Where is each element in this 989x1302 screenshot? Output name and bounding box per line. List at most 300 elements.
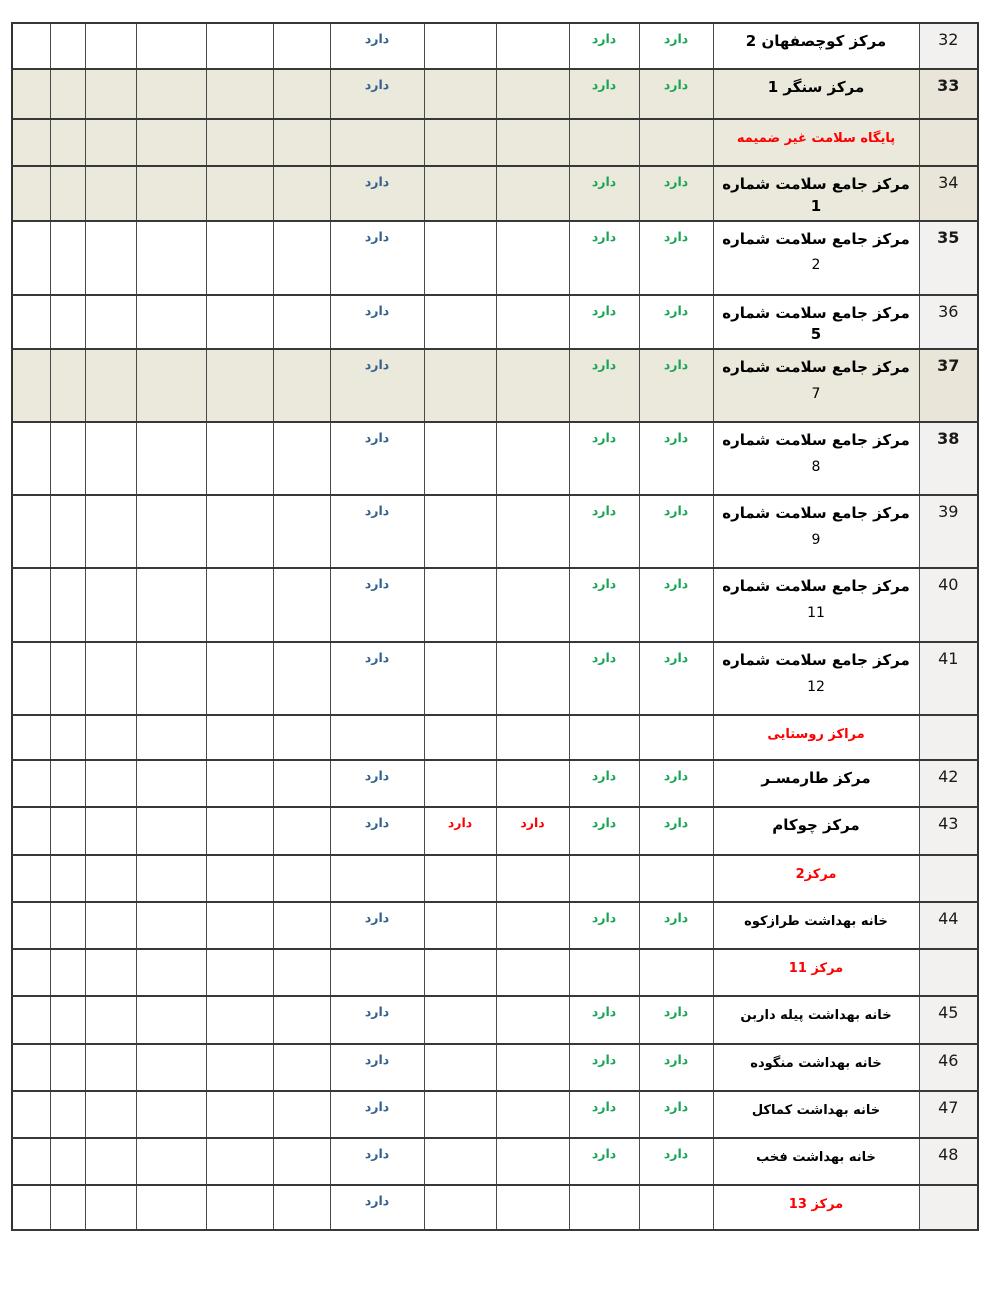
has-indicator-green: دارد <box>639 1091 713 1138</box>
empty-cell <box>424 715 496 760</box>
empty-cell <box>273 119 330 166</box>
empty-cell <box>85 760 136 807</box>
facility-name-cell <box>713 221 919 295</box>
empty-cell <box>206 69 273 119</box>
empty-cell <box>496 295 569 350</box>
facility-name-cell <box>713 1044 919 1091</box>
empty-cell <box>424 568 496 642</box>
empty-cell <box>496 715 569 760</box>
row-number-cell: 36 <box>919 295 978 350</box>
facility-name: خانه بهداشت طرازکوه <box>744 914 888 929</box>
section-row <box>12 855 978 902</box>
empty-cell <box>496 221 569 295</box>
empty-cell <box>496 422 569 495</box>
empty-cell <box>136 1091 206 1138</box>
table-row <box>12 760 978 807</box>
empty-cell <box>85 422 136 495</box>
empty-cell <box>50 69 85 119</box>
empty-cell <box>424 69 496 119</box>
facility-name: مرکز چوکام <box>772 816 860 834</box>
has-indicator-green: دارد <box>569 1091 639 1138</box>
facility-name: خانه بهداشت فخب <box>756 1150 876 1165</box>
empty-cell <box>85 295 136 350</box>
facility-name-number: 12 <box>807 678 825 695</box>
has-indicator-green: دارد <box>639 69 713 119</box>
empty-cell <box>496 855 569 902</box>
empty-cell <box>206 855 273 902</box>
empty-cell <box>424 422 496 495</box>
empty-cell <box>85 1044 136 1091</box>
empty-cell <box>273 1185 330 1230</box>
empty-cell <box>424 949 496 996</box>
has-indicator-green: دارد <box>569 902 639 949</box>
table-row <box>12 568 978 642</box>
empty-cell <box>12 495 50 568</box>
facility-name-number: 2 <box>811 257 821 274</box>
empty-cell <box>12 855 50 902</box>
row-number-cell: 33 <box>919 69 978 119</box>
empty-cell <box>85 221 136 295</box>
empty-cell <box>206 1044 273 1091</box>
empty-cell <box>424 166 496 221</box>
empty-cell <box>50 949 85 996</box>
facility-name-cell <box>713 23 919 69</box>
empty-cell <box>424 1185 496 1230</box>
empty-cell <box>12 1138 50 1185</box>
has-indicator-green: دارد <box>639 422 713 495</box>
empty-cell <box>424 1044 496 1091</box>
facility-table <box>11 22 979 1231</box>
empty-cell <box>12 715 50 760</box>
empty-cell <box>424 295 496 350</box>
table-row <box>12 349 978 422</box>
empty-cell <box>424 760 496 807</box>
has-indicator-green: دارد <box>569 1138 639 1185</box>
empty-cell <box>206 166 273 221</box>
has-indicator-blue: دارد <box>330 422 424 495</box>
facility-name-cell <box>713 495 919 568</box>
empty-cell <box>273 1044 330 1091</box>
empty-cell <box>136 855 206 902</box>
facility-name-number: 11 <box>807 604 825 621</box>
empty-cell <box>273 855 330 902</box>
empty-cell <box>496 760 569 807</box>
empty-cell <box>85 1185 136 1230</box>
empty-cell <box>206 568 273 642</box>
table-row <box>12 1138 978 1185</box>
empty-cell <box>639 949 713 996</box>
empty-cell <box>85 715 136 760</box>
has-indicator-green: دارد <box>569 349 639 422</box>
empty-cell <box>424 221 496 295</box>
empty-cell <box>136 1185 206 1230</box>
empty-cell <box>206 760 273 807</box>
empty-cell <box>50 119 85 166</box>
has-indicator-green: دارد <box>639 568 713 642</box>
empty-cell <box>12 221 50 295</box>
empty-cell <box>50 996 85 1044</box>
section-label-cell <box>713 119 919 166</box>
section-row <box>12 949 978 996</box>
empty-cell <box>496 568 569 642</box>
empty-cell <box>12 69 50 119</box>
empty-cell <box>136 949 206 996</box>
facility-name: خانه بهداشت کماکل <box>751 1103 881 1118</box>
facility-name: مرکز جامع سلامت شماره 5 <box>722 303 910 344</box>
empty-cell <box>12 1185 50 1230</box>
empty-cell <box>12 760 50 807</box>
empty-cell <box>206 221 273 295</box>
empty-cell <box>496 949 569 996</box>
empty-cell <box>206 1091 273 1138</box>
empty-cell <box>136 23 206 69</box>
facility-name: مرکز جامع سلامت شماره <box>722 358 910 376</box>
has-indicator-blue: دارد <box>330 166 424 221</box>
empty-cell <box>50 221 85 295</box>
empty-cell <box>639 1185 713 1230</box>
row-number-cell: 47 <box>919 1091 978 1138</box>
has-indicator-green: دارد <box>639 996 713 1044</box>
empty-cell <box>206 119 273 166</box>
has-indicator-green: دارد <box>569 221 639 295</box>
empty-cell <box>85 1091 136 1138</box>
empty-cell <box>206 642 273 715</box>
has-indicator-blue: دارد <box>330 996 424 1044</box>
facility-name-cell <box>713 807 919 855</box>
empty-cell <box>273 760 330 807</box>
facility-name: مرکز سنگر 1 <box>767 78 865 96</box>
has-indicator-green: دارد <box>639 807 713 855</box>
has-indicator-green: دارد <box>569 69 639 119</box>
empty-cell <box>50 166 85 221</box>
row-number-cell: 35 <box>919 221 978 295</box>
empty-cell <box>136 166 206 221</box>
has-indicator-blue: دارد <box>330 69 424 119</box>
empty-cell <box>424 642 496 715</box>
facility-name: خانه بهداشت پیله داربن <box>740 1008 892 1023</box>
facility-name-cell <box>713 166 919 221</box>
empty-cell <box>496 1138 569 1185</box>
empty-cell <box>273 715 330 760</box>
empty-cell <box>136 1044 206 1091</box>
empty-cell <box>330 949 424 996</box>
has-indicator-green: دارد <box>639 760 713 807</box>
empty-cell <box>206 495 273 568</box>
has-indicator-blue: دارد <box>330 1044 424 1091</box>
empty-cell <box>50 807 85 855</box>
has-indicator-green: دارد <box>639 295 713 350</box>
has-indicator-blue: دارد <box>330 221 424 295</box>
empty-cell <box>50 902 85 949</box>
facility-name-cell <box>713 1091 919 1138</box>
facility-name: مرکز طارمسـر <box>761 769 871 787</box>
empty-cell <box>569 119 639 166</box>
facility-name: مرکز جامع سلامت شماره <box>722 577 910 595</box>
empty-cell <box>424 119 496 166</box>
empty-cell <box>639 855 713 902</box>
has-indicator-green: دارد <box>639 1138 713 1185</box>
section-label: مراکز روستایی <box>767 727 865 742</box>
empty-cell <box>273 902 330 949</box>
has-indicator-green: دارد <box>569 996 639 1044</box>
has-indicator-green: دارد <box>569 166 639 221</box>
empty-cell <box>50 1044 85 1091</box>
empty-cell <box>136 295 206 350</box>
row-number-cell: 45 <box>919 996 978 1044</box>
row-number-cell: 44 <box>919 902 978 949</box>
empty-cell <box>273 166 330 221</box>
has-indicator-blue: دارد <box>330 807 424 855</box>
empty-cell <box>273 1091 330 1138</box>
empty-cell <box>206 807 273 855</box>
empty-cell <box>206 902 273 949</box>
empty-cell <box>12 642 50 715</box>
empty-cell <box>496 349 569 422</box>
empty-cell <box>569 1185 639 1230</box>
empty-cell <box>50 760 85 807</box>
table-row <box>12 996 978 1044</box>
row-number-cell: 48 <box>919 1138 978 1185</box>
empty-cell <box>496 166 569 221</box>
empty-cell <box>639 715 713 760</box>
empty-cell <box>330 119 424 166</box>
empty-cell <box>136 642 206 715</box>
empty-cell <box>273 221 330 295</box>
section-label-cell <box>713 1185 919 1230</box>
empty-cell <box>85 949 136 996</box>
empty-cell <box>85 1138 136 1185</box>
facility-name-cell <box>713 902 919 949</box>
empty-cell <box>12 568 50 642</box>
has-indicator-red: دارد <box>424 807 496 855</box>
facility-name-cell <box>713 1138 919 1185</box>
row-number-cell: 34 <box>919 166 978 221</box>
empty-cell <box>424 495 496 568</box>
empty-cell <box>50 495 85 568</box>
empty-cell <box>50 1091 85 1138</box>
empty-cell <box>85 69 136 119</box>
empty-cell <box>50 349 85 422</box>
has-indicator-blue: دارد <box>330 1185 424 1230</box>
empty-cell <box>206 295 273 350</box>
empty-cell <box>136 69 206 119</box>
empty-cell <box>85 996 136 1044</box>
empty-cell <box>206 949 273 996</box>
empty-cell <box>496 23 569 69</box>
empty-cell <box>85 568 136 642</box>
empty-cell <box>496 69 569 119</box>
row-number-cell <box>919 855 978 902</box>
empty-cell <box>50 295 85 350</box>
empty-cell <box>85 166 136 221</box>
empty-cell <box>206 1185 273 1230</box>
section-label: پایگاه سلامت غیر ضمیمه <box>736 131 896 146</box>
empty-cell <box>496 642 569 715</box>
has-indicator-green: دارد <box>569 568 639 642</box>
empty-cell <box>12 949 50 996</box>
facility-name-number: 7 <box>811 385 821 402</box>
facility-name-cell <box>713 760 919 807</box>
section-label: مرکز 11 <box>788 961 844 976</box>
section-row <box>12 1185 978 1230</box>
empty-cell <box>85 642 136 715</box>
empty-cell <box>85 807 136 855</box>
empty-cell <box>639 119 713 166</box>
empty-cell <box>273 1138 330 1185</box>
has-indicator-green: دارد <box>639 642 713 715</box>
has-indicator-green: دارد <box>569 495 639 568</box>
has-indicator-green: دارد <box>639 495 713 568</box>
empty-cell <box>136 422 206 495</box>
empty-cell <box>496 1044 569 1091</box>
section-label-cell <box>713 949 919 996</box>
facility-name-number: 8 <box>811 458 821 475</box>
row-number-cell: 32 <box>919 23 978 69</box>
has-indicator-green: دارد <box>639 1044 713 1091</box>
empty-cell <box>273 807 330 855</box>
empty-cell <box>136 902 206 949</box>
empty-cell <box>273 23 330 69</box>
empty-cell <box>424 902 496 949</box>
empty-cell <box>136 1138 206 1185</box>
has-indicator-blue: دارد <box>330 642 424 715</box>
facility-name-cell <box>713 422 919 495</box>
empty-cell <box>50 23 85 69</box>
has-indicator-blue: دارد <box>330 23 424 69</box>
empty-cell <box>206 23 273 69</box>
facility-name-cell <box>713 996 919 1044</box>
empty-cell <box>273 949 330 996</box>
empty-cell <box>12 902 50 949</box>
empty-cell <box>136 760 206 807</box>
table-row <box>12 23 978 69</box>
has-indicator-red: دارد <box>496 807 569 855</box>
facility-name: مرکز جامع سلامت شماره <box>722 504 910 522</box>
empty-cell <box>85 902 136 949</box>
empty-cell <box>85 23 136 69</box>
empty-cell <box>273 422 330 495</box>
has-indicator-blue: دارد <box>330 1091 424 1138</box>
empty-cell <box>424 23 496 69</box>
row-number-cell: 46 <box>919 1044 978 1091</box>
row-number-cell: 42 <box>919 760 978 807</box>
empty-cell <box>12 119 50 166</box>
empty-cell <box>424 996 496 1044</box>
table-row <box>12 69 978 119</box>
empty-cell <box>50 568 85 642</box>
empty-cell <box>273 996 330 1044</box>
empty-cell <box>85 855 136 902</box>
empty-cell <box>50 642 85 715</box>
empty-cell <box>12 166 50 221</box>
empty-cell <box>206 1138 273 1185</box>
has-indicator-green: دارد <box>639 23 713 69</box>
has-indicator-blue: دارد <box>330 760 424 807</box>
row-number-cell <box>919 715 978 760</box>
empty-cell <box>50 855 85 902</box>
facility-name: مرکز جامع سلامت شماره <box>722 431 910 449</box>
empty-cell <box>50 422 85 495</box>
has-indicator-green: دارد <box>569 807 639 855</box>
has-indicator-green: دارد <box>569 422 639 495</box>
has-indicator-green: دارد <box>569 642 639 715</box>
empty-cell <box>496 1091 569 1138</box>
empty-cell <box>496 119 569 166</box>
section-label-cell <box>713 715 919 760</box>
facility-name-cell <box>713 69 919 119</box>
empty-cell <box>569 855 639 902</box>
row-number-cell: 40 <box>919 568 978 642</box>
empty-cell <box>496 996 569 1044</box>
empty-cell <box>136 221 206 295</box>
empty-cell <box>569 949 639 996</box>
empty-cell <box>12 23 50 69</box>
table-row <box>12 221 978 295</box>
empty-cell <box>136 495 206 568</box>
empty-cell <box>85 495 136 568</box>
has-indicator-green: دارد <box>639 902 713 949</box>
empty-cell <box>424 349 496 422</box>
table-row <box>12 642 978 715</box>
has-indicator-green: دارد <box>569 23 639 69</box>
facility-name: مرکز جامع سلامت شماره <box>722 651 910 669</box>
has-indicator-green: دارد <box>569 760 639 807</box>
table-row <box>12 1044 978 1091</box>
empty-cell <box>273 349 330 422</box>
empty-cell <box>12 422 50 495</box>
row-number-cell: 38 <box>919 422 978 495</box>
table-row <box>12 166 978 221</box>
facility-name: مرکز کوچصفهان 2 <box>745 32 887 50</box>
has-indicator-blue: دارد <box>330 349 424 422</box>
facility-name-cell <box>713 568 919 642</box>
section-label: مرکز2 <box>795 867 837 882</box>
empty-cell <box>136 807 206 855</box>
has-indicator-green: دارد <box>639 166 713 221</box>
empty-cell <box>273 295 330 350</box>
empty-cell <box>12 349 50 422</box>
row-number-cell <box>919 119 978 166</box>
row-number-cell: 37 <box>919 349 978 422</box>
row-number-cell <box>919 949 978 996</box>
empty-cell <box>136 119 206 166</box>
empty-cell <box>206 422 273 495</box>
empty-cell <box>569 715 639 760</box>
row-number-cell <box>919 1185 978 1230</box>
has-indicator-green: دارد <box>569 295 639 350</box>
empty-cell <box>12 1091 50 1138</box>
section-label: مرکز 13 <box>788 1197 844 1212</box>
facility-name: مرکز جامع سلامت شماره 1 <box>722 175 910 215</box>
has-indicator-blue: دارد <box>330 902 424 949</box>
empty-cell <box>330 715 424 760</box>
table-row <box>12 422 978 495</box>
table-row <box>12 295 978 350</box>
table-body <box>12 23 978 1230</box>
table-row <box>12 495 978 568</box>
empty-cell <box>273 69 330 119</box>
empty-cell <box>273 495 330 568</box>
empty-cell <box>330 855 424 902</box>
empty-cell <box>496 1185 569 1230</box>
empty-cell <box>496 902 569 949</box>
empty-cell <box>206 996 273 1044</box>
empty-cell <box>424 1091 496 1138</box>
has-indicator-blue: دارد <box>330 495 424 568</box>
table-row <box>12 1091 978 1138</box>
empty-cell <box>206 349 273 422</box>
empty-cell <box>496 495 569 568</box>
